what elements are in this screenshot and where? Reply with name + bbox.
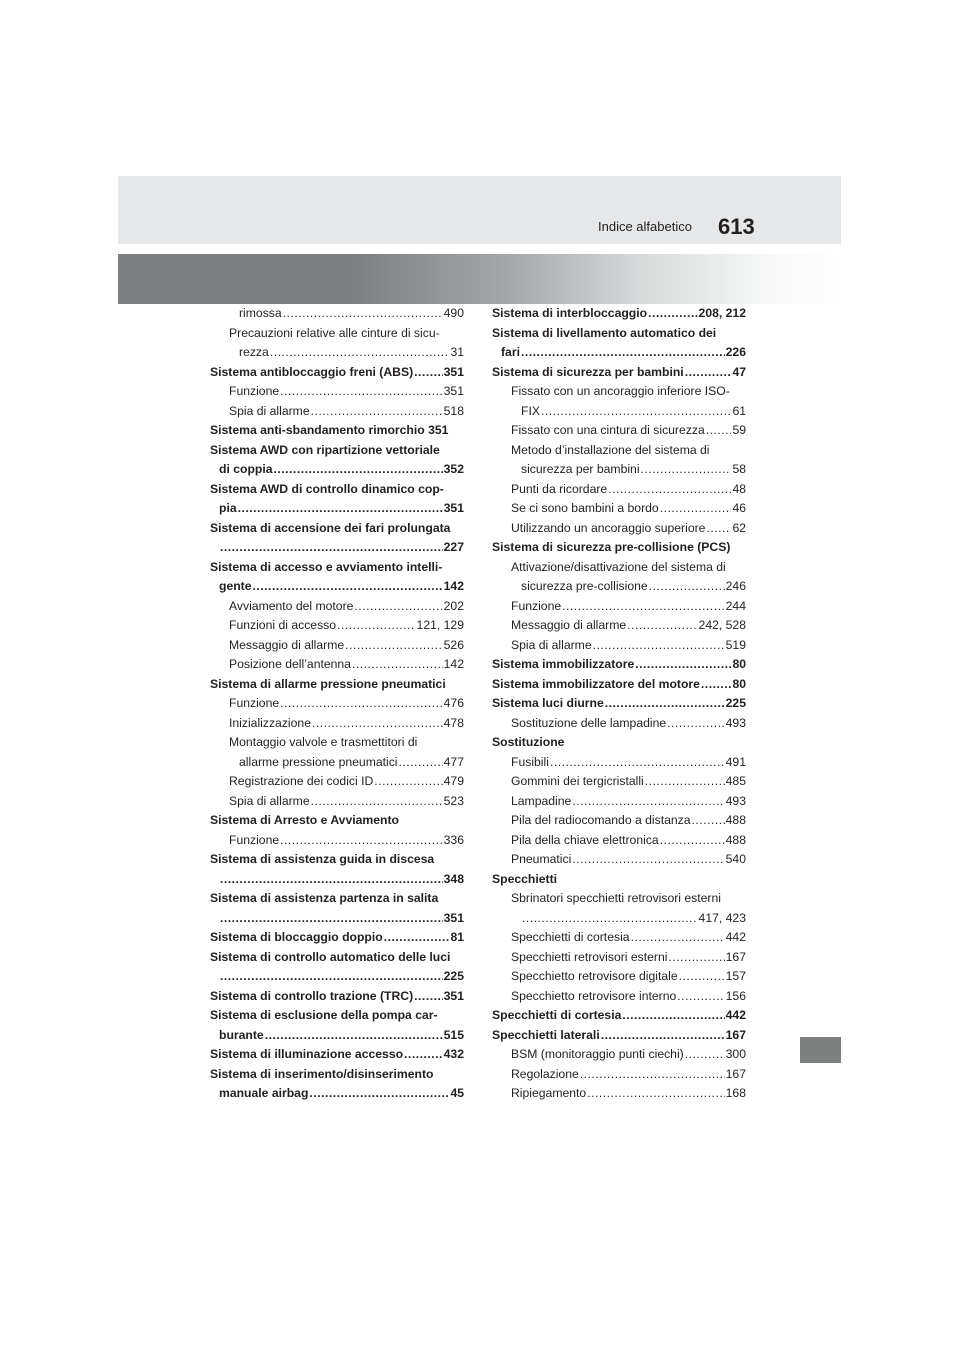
leader-dots [220,870,443,890]
leader-dots [608,480,731,500]
index-entry-page: 351 [443,501,464,515]
leader-dots [701,675,732,695]
index-entry [511,792,746,812]
index-entry-label: Inizializzazione [229,715,311,730]
index-entry-page: 31 [450,345,464,359]
leader-dots [645,772,725,792]
leader-dots [404,1045,443,1065]
index-entry-label: Sistema immobilizzatore del motore [492,676,700,691]
index-entry [511,441,746,461]
leader-dots [374,772,442,792]
index-entry [511,889,746,909]
index-entry-label: Specchietti retrovisori esterni [511,949,668,964]
index-entry-page: 336 [443,832,464,847]
index-entry-page: 121, 129 [416,618,464,632]
leader-dots [399,753,443,773]
leader-dots [667,714,725,734]
index-entry-label: sicurezza pre-collisione [521,579,648,593]
index-entry-label: rezza [239,345,269,359]
index-entry-label: Utilizzando un ancoraggio superiore [511,520,706,535]
index-entry-label: Attivazione/disattivazione del sistema di [511,559,726,574]
leader-dots [685,363,732,383]
index-entry [219,1026,464,1046]
index-entry-label: Sistema di esclusione della pompa car- [210,1008,438,1022]
index-entry [229,616,464,636]
leader-dots [706,519,731,539]
leader-dots [601,1026,725,1046]
index-entry [511,616,746,636]
index-entry-label: Spia di allarme [511,637,592,652]
index-entry [511,967,746,987]
index-entry-page: 80 [732,657,746,671]
index-entry-page: 45 [450,1086,464,1100]
index-entry [511,382,746,402]
section-side-tab [800,1037,841,1063]
leader-dots [622,1006,724,1026]
leader-dots [522,909,698,929]
index-entry-page: 540 [725,852,746,866]
index-entry-page: 493 [725,715,746,730]
index-entry [210,363,464,383]
index-entry-page: 523 [443,793,464,808]
index-entry [511,772,746,792]
index-entry-page: 227 [443,540,464,554]
index-entry-label: Montaggio valvole e trasmettitori di [229,735,418,749]
index-entry-label: burante [219,1027,264,1042]
index-entry-page: 225 [725,696,746,710]
index-entry [229,597,464,617]
leader-dots [679,967,725,987]
index-entry-page: 518 [443,403,464,418]
index-entry [501,343,746,363]
leader-dots [280,694,443,714]
leader-dots [238,499,443,519]
index-entry [210,480,464,500]
leader-dots [265,1026,443,1046]
index-entry [511,987,746,1007]
index-entry [511,636,746,656]
index-entry [511,558,746,578]
index-entry-label: Specchietto retrovisore digitale [511,969,678,983]
index-entry-label: Metodo d’installazione del sistema di [511,442,710,457]
index-entry [511,1084,746,1104]
index-entry [229,772,464,792]
leader-dots [270,343,450,363]
index-entry-label: Funzioni di accesso [229,618,337,632]
index-entry-label: di coppia [219,462,273,476]
index-entry-label: Avviamento del motore [229,598,354,613]
leader-dots [311,792,443,812]
index-entry [219,577,464,597]
index-entry [229,733,464,753]
index-entry-label: Se ci sono bambini a bordo [511,501,659,515]
index-entry [239,304,464,324]
index-entry-page: 142 [443,579,464,593]
index-entry-page: 519 [725,637,746,652]
index-entry-label: pia [219,501,237,515]
leader-dots [414,987,443,1007]
index-entry [511,519,746,539]
leader-dots [354,597,442,617]
leader-dots [521,343,725,363]
index-entry-label: Sistema di sicurezza pre-collisione (PCS) [492,540,731,554]
leader-dots [692,811,725,831]
index-entry [492,324,746,344]
index-entry [210,421,464,441]
index-entry [511,753,746,773]
index-entry-page: 442 [725,930,746,944]
index-entry [229,694,464,714]
index-entry-label: Sistema di assistenza guida in discesa [210,852,435,866]
index-entry-page: 491 [725,754,746,769]
index-entry [210,850,464,870]
leader-dots [311,402,443,422]
index-entry-page: 225 [443,969,464,983]
index-entry-label: Punti da ricordare [511,481,608,496]
index-entry-label: Messaggio di allarme [511,618,627,632]
index-entry-page: 47 [732,364,746,379]
index-entry-label: Funzione [229,384,280,398]
leader-dots [572,850,724,870]
index-entry [492,304,746,324]
index-entry-page: 476 [443,696,464,710]
index-entry [229,636,464,656]
index-entry [511,928,746,948]
index-entry [511,831,746,851]
index-entry-label: Funzione [229,696,280,710]
leader-dots [352,655,443,675]
index-entry [210,948,464,968]
leader-dots [253,577,443,597]
index-entry [210,811,464,831]
index-entry-label: Sistema antibloccaggio freni (ABS) [210,364,414,379]
leader-dots [220,967,443,987]
index-entry [239,343,464,363]
index-entry [511,597,746,617]
index-entry-page: 432 [443,1047,464,1061]
index-entry-label: Precauzioni relative alle cinture di sicu- [229,325,440,340]
leader-dots [627,616,697,636]
index-entry-label: Sistema di assistenza partenza in salita [210,891,439,905]
index-entry [492,870,746,890]
index-entry-page: 477 [443,754,464,769]
index-entry-page: 156 [725,988,746,1003]
index-entry [511,811,746,831]
index-entry [511,948,746,968]
index-entry-label: Sistema di controllo trazione (TRC) [210,988,414,1003]
index-entry-label: Fissato con un ancoraggio inferiore ISO- [511,384,730,398]
index-entry [492,694,746,714]
leader-dots [541,402,731,422]
index-entry [229,402,464,422]
index-entry [511,421,746,441]
index-entry-label: Sostituzione [492,735,565,749]
index-entry-page: 226 [725,345,746,359]
index-entry-label: Posizione dell’antenna [229,657,351,671]
index-entry [219,499,464,519]
index-entry [210,889,464,909]
index-entry-page: 515 [443,1027,464,1042]
leader-dots [635,655,731,675]
leader-dots [631,928,725,948]
index-entry-page: 61 [732,403,746,418]
leader-dots [274,460,443,480]
index-entry [492,655,746,675]
index-entry-label: Fissato con una cintura di sicurezza [511,423,705,437]
index-entry [511,1065,746,1085]
leader-dots [337,616,416,636]
index-entry-page: 80 [732,676,746,691]
leader-dots [660,831,725,851]
index-entry [229,714,464,734]
index-entry [511,480,746,500]
index-entry-label: Funzione [511,598,562,613]
index-entry-label: Sistema di sicurezza per bambini [492,364,684,379]
index-entry-label: Specchietti di cortesia [511,930,630,944]
index-entry [219,967,464,987]
index-entry-page: 202 [443,598,464,613]
index-entry-label: Sistema immobilizzatore [492,657,635,671]
index-entry-label: Spia di allarme [229,403,310,418]
leader-dots [668,948,724,968]
index-entry [492,733,746,753]
leader-dots [562,597,725,617]
index-entry-page: 244 [725,598,746,613]
index-entry [492,538,746,558]
index-entry-label: Sistema di controllo automatico delle luci [210,949,451,964]
index-entry [511,850,746,870]
index-entry-label: Sistema AWD di controllo dinamico cop- [210,481,444,496]
index-entry-label: Sistema luci diurne [492,696,604,710]
index-entry-label: Specchietto retrovisore interno [511,988,677,1003]
index-entry-label: Sistema di illuminazione accesso [210,1047,404,1061]
leader-dots [677,987,724,1007]
index-entry-page: 478 [443,715,464,730]
index-entry [229,792,464,812]
index-entry-label: gente [219,579,252,593]
index-entry [511,714,746,734]
index-entry-page: 348 [443,871,464,886]
index-entry-page: 167 [725,949,746,964]
index-entry-label: Sistema di accensione dei fari prolungata [210,520,451,535]
index-entry-page: 48 [732,481,746,496]
index-entry-label: Specchietti laterali [492,1027,600,1042]
index-entry-label: Funzione [229,832,280,847]
index-entry-page: 58 [732,462,746,476]
index-entry-label: Pneumatici [511,852,572,866]
index-entry [521,577,746,597]
index-entry-label: rimossa [239,306,282,320]
index-entry [229,831,464,851]
leader-dots [580,1065,725,1085]
index-entry-page: 485 [725,774,746,788]
leader-dots [641,460,732,480]
index-entry-page: 142 [443,657,464,671]
index-entry [492,1026,746,1046]
index-entry-label: Spia di allarme [229,793,310,808]
index-entry-label: manuale airbag [219,1086,309,1100]
index-entry-page: 351 [443,364,464,379]
index-entry [521,460,746,480]
leader-dots [384,928,450,948]
index-entry [210,1006,464,1026]
index-entry-page: 167 [725,1066,746,1081]
index-entry-page: 242, 528 [698,618,746,632]
index-entry-page: 351 [443,910,464,925]
leader-dots [706,421,732,441]
index-entry-label: Sbrinatori specchietti retrovisori esterni [511,891,721,905]
index-column-right [492,304,746,1104]
index-entry-label: Sistema di accesso e avviamento intelli- [210,559,443,574]
index-entry-label: FIX [521,403,540,418]
index-entry-label: Gommini dei tergicristalli [511,774,644,788]
index-entry-page: 493 [725,793,746,808]
index-entry-page: 167 [725,1027,746,1042]
index-entry-page: 526 [443,637,464,652]
index-entry [219,460,464,480]
index-entry-label: Sistema di allarme pressione pneumatici [210,676,446,691]
index-entry [219,870,464,890]
leader-dots [649,577,725,597]
leader-dots [605,694,725,714]
index-entry-page: 352 [443,462,464,476]
index-entry [210,558,464,578]
leader-dots [660,499,732,519]
index-entry-page: 62 [732,520,746,535]
index-entry [210,987,464,1007]
index-entry-label: Sistema di bloccaggio doppio [210,930,383,944]
index-entry [511,1045,746,1065]
index-entry-label: Ripiegamento [511,1086,587,1100]
leader-dots [593,636,725,656]
leader-dots [648,304,697,324]
section-title: Indice alfabetico [598,219,692,234]
index-entry [239,753,464,773]
index-entry-page: 490 [443,306,464,320]
index-entry-page: 157 [725,969,746,983]
index-entry-label: Pila del radiocomando a distanza [511,813,691,827]
index-entry-label: sicurezza per bambini [521,462,640,476]
index-entry-label: Pila della chiave elettronica [511,832,659,847]
index-entry [521,402,746,422]
index-entry-page: 417, 423 [698,910,746,925]
index-entry-page: 59 [732,423,746,437]
index-entry [229,324,464,344]
index-column-left [210,304,464,1104]
index-entry-label: Specchietti di cortesia [492,1008,622,1022]
leader-dots [550,753,725,773]
index-entry-label: Sistema di inserimento/disinserimento [210,1066,434,1081]
index-entry-page: 168 [725,1086,746,1100]
index-entry [492,675,746,695]
index-entry-page: 488 [725,813,746,827]
index-entry [210,1045,464,1065]
leader-dots [587,1084,724,1104]
index-entry [219,909,464,929]
index-entry [210,675,464,695]
index-entry [210,1065,464,1085]
leader-dots [312,714,443,734]
index-entry-label: Specchietti [492,871,558,886]
leader-dots [345,636,442,656]
index-entry-label: Registrazione dei codici ID [229,774,374,788]
index-entry [219,1084,464,1104]
index-entry-page: 300 [725,1047,746,1061]
gradient-band [118,254,841,304]
index-entry-label: Regolazione [511,1066,579,1081]
leader-dots [280,382,443,402]
index-entry [492,363,746,383]
index-entry-label: allarme pressione pneumatici [239,754,398,769]
index-entry [210,519,464,539]
index-entry-label: Messaggio di allarme [229,637,345,652]
leader-dots [685,1045,725,1065]
index-entry-page: 351 [443,384,464,398]
index-entry-label: Fusibili [511,754,549,769]
leader-dots [280,831,443,851]
page-number: 613 [718,214,755,239]
leader-dots [572,792,724,812]
index-entry-page: 208, 212 [698,306,746,320]
index-entry-page: 46 [732,501,746,515]
index-entry-label: BSM (monitoraggio punti ciechi) [511,1047,684,1061]
index-entry-page: 246 [725,579,746,593]
index-entry-label: Sistema di interbloccaggio [492,306,648,320]
index-entry-label: Sistema AWD con ripartizione vettoriale [210,442,440,457]
index-entry-page: 351 [443,988,464,1003]
index-entry-page: 442 [725,1008,746,1022]
index-entry-page: 488 [725,832,746,847]
index-entry [229,382,464,402]
index-entry-label: fari [501,345,520,359]
index-entry [229,655,464,675]
index-entry-label: Sistema di Arresto e Avviamento [210,813,399,827]
index-entry [521,909,746,929]
leader-dots [220,909,443,929]
leader-dots [220,538,443,558]
leader-dots [283,304,443,324]
index-entry-label: Sostituzione delle lampadine [511,715,667,730]
index-entry-page: 479 [443,774,464,788]
index-entry [219,538,464,558]
index-entry-label: Sistema di livellamento automatico dei [492,325,717,340]
index-entry [210,441,464,461]
index-entry-page: 81 [450,930,464,944]
index-entry-label: Sistema anti-sbandamento rimorchio 351 [210,423,449,437]
leader-dots [414,363,442,383]
index-entry-label: Lampadine [511,793,572,808]
index-entry [210,928,464,948]
index-entry [511,499,746,519]
leader-dots [309,1084,449,1104]
index-entry [492,1006,746,1026]
